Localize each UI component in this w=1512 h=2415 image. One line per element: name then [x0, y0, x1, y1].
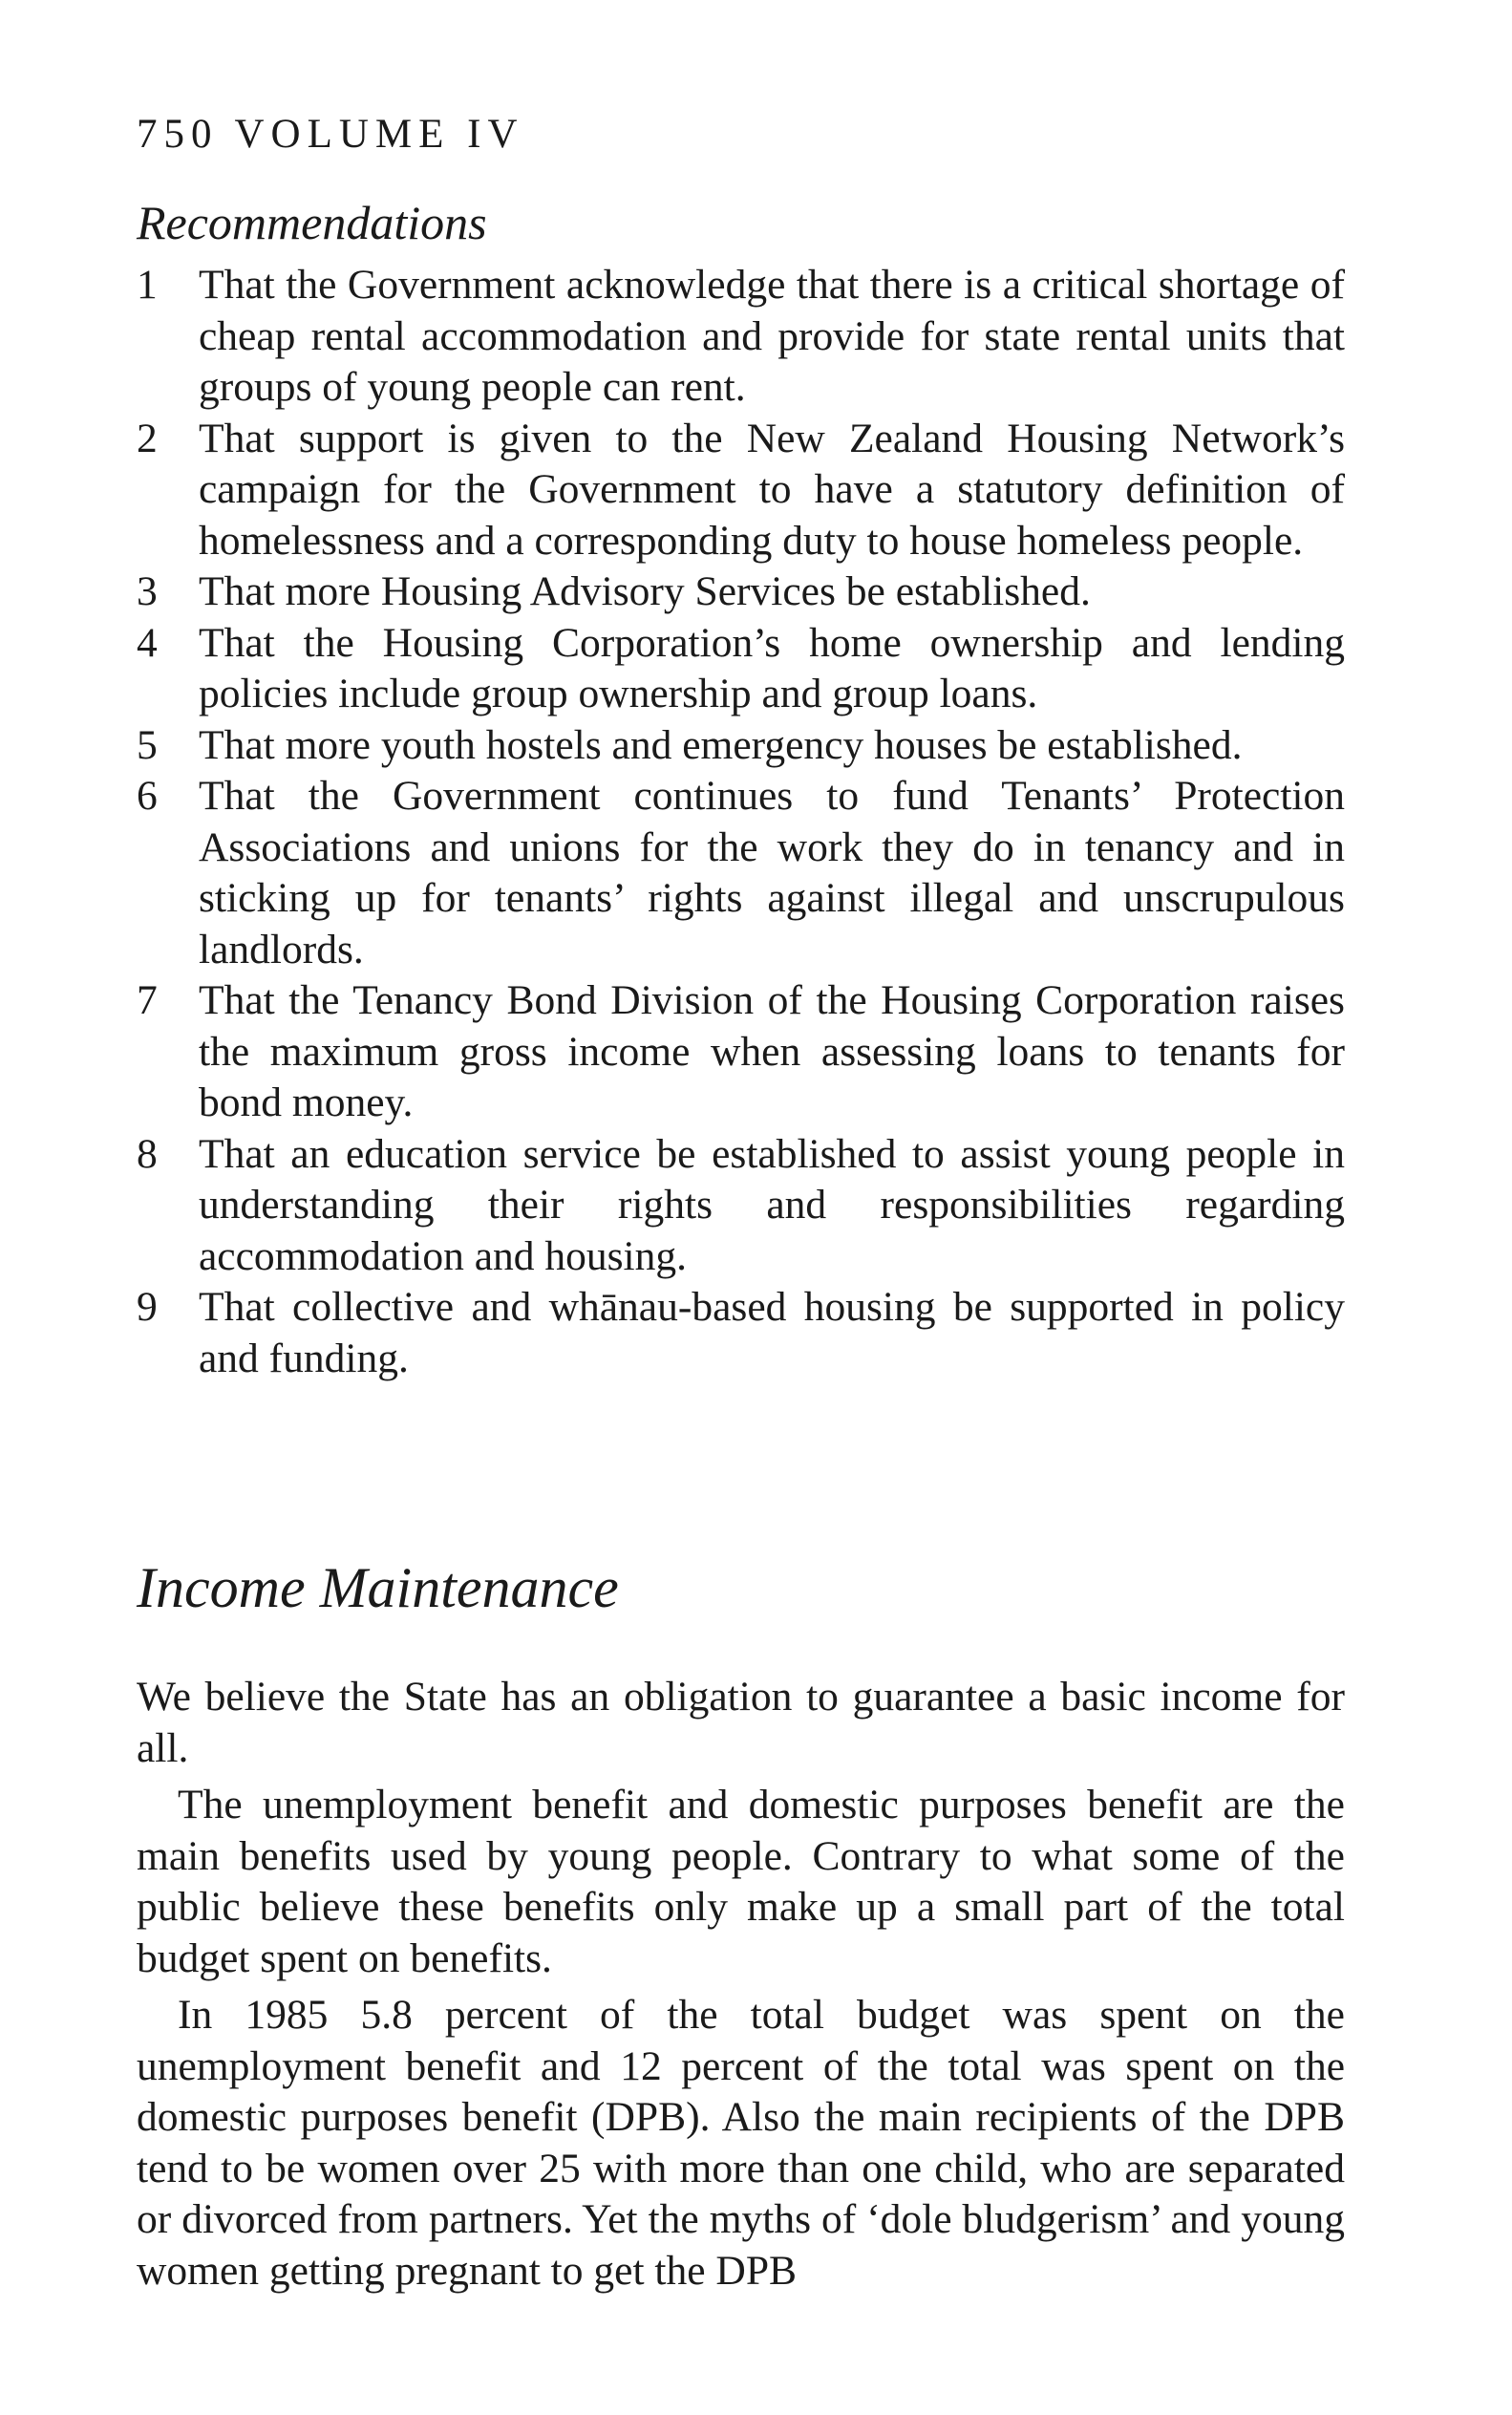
body-paragraph: The unemployment benefit and domestic purposes benefit are the main benefits used by young people. Contrary to what some of the public believe these benefits only make up a small part of the total budget spent on benefits. [137, 1782, 1345, 1981]
recommendation-text: That more youth hostels and emergency houses be established. [199, 721, 1243, 768]
recommendation-number: 1 [137, 262, 158, 308]
recommendation-text: That an education service be established to assist young people in understanding their rights and responsibilities regarding accommodation and housing. [199, 1130, 1345, 1279]
recommendation-number: 9 [137, 1284, 158, 1330]
body-paragraph: In 1985 5.8 percent of the total budget was spent on the unemployment benefit and 12 percent of the total was spent on the domestic purposes benefit (DPB). Also the main recipients of the DPB tend to be women over 25 with more than one child, who are separated or divorced from partners. Yet the myths of ‘dole bludgerism’ and young women getting pregnant to get the DPB [137, 1992, 1345, 2294]
recommendation-text: That the Government acknowledge that there is a critical shortage of cheap rental accommodation and provide for state rental units that groups of young people can rent. [199, 262, 1345, 410]
recommendation-item [137, 260, 1345, 414]
income-maintenance-heading: Income Maintenance [137, 1556, 619, 1619]
recommendation-number: 5 [137, 721, 158, 768]
recommendation-item [137, 618, 1345, 720]
recommendation-item [137, 566, 1345, 618]
recommendation-number: 4 [137, 619, 158, 666]
recommendation-text: That more Housing Advisory Services be established. [199, 568, 1091, 614]
recommendation-item [137, 1282, 1345, 1384]
recommendation-number: 7 [137, 977, 158, 1023]
recommendations-heading: Recommendations [137, 196, 487, 249]
recommendation-text: That collective and whānau-based housing be supported in policy and funding. [199, 1284, 1345, 1381]
recommendation-number: 2 [137, 415, 158, 461]
recommendation-number: 3 [137, 568, 158, 614]
income-maintenance-body [137, 1672, 1345, 2302]
recommendation-text: That the Housing Corporation’s home ownership and lending policies include group ownership and group loans. [199, 619, 1345, 716]
recommendation-item [137, 975, 1345, 1129]
document-page [137, 0, 1378, 2415]
running-head: 750 VOLUME IV [137, 112, 524, 157]
recommendation-text: That support is given to the New Zealand Housing Network’s campaign for the Government to have a statutory definition of homelessness and a corresponding duty to house homeless people. [199, 415, 1345, 564]
recommendations-list [137, 260, 1345, 1384]
recommendation-number: 6 [137, 773, 158, 819]
recommendation-text: That the Tenancy Bond Division of the Housing Corporation raises the maximum gross income when assessing loans to tenants for bond money. [199, 977, 1345, 1125]
recommendation-item [137, 771, 1345, 975]
recommendation-item [137, 720, 1345, 772]
recommendation-text: That the Government continues to fund Tenants’ Protection Associations and unions for the work they do in tenancy and in sticking up for tenants’ rights against illegal and unscrupulous landlords. [199, 773, 1345, 972]
recommendation-item [137, 1129, 1345, 1283]
recommendation-number: 8 [137, 1130, 158, 1177]
recommendation-item [137, 414, 1345, 567]
body-paragraph: We believe the State has an obligation to guarantee a basic income for all. [137, 1674, 1345, 1771]
